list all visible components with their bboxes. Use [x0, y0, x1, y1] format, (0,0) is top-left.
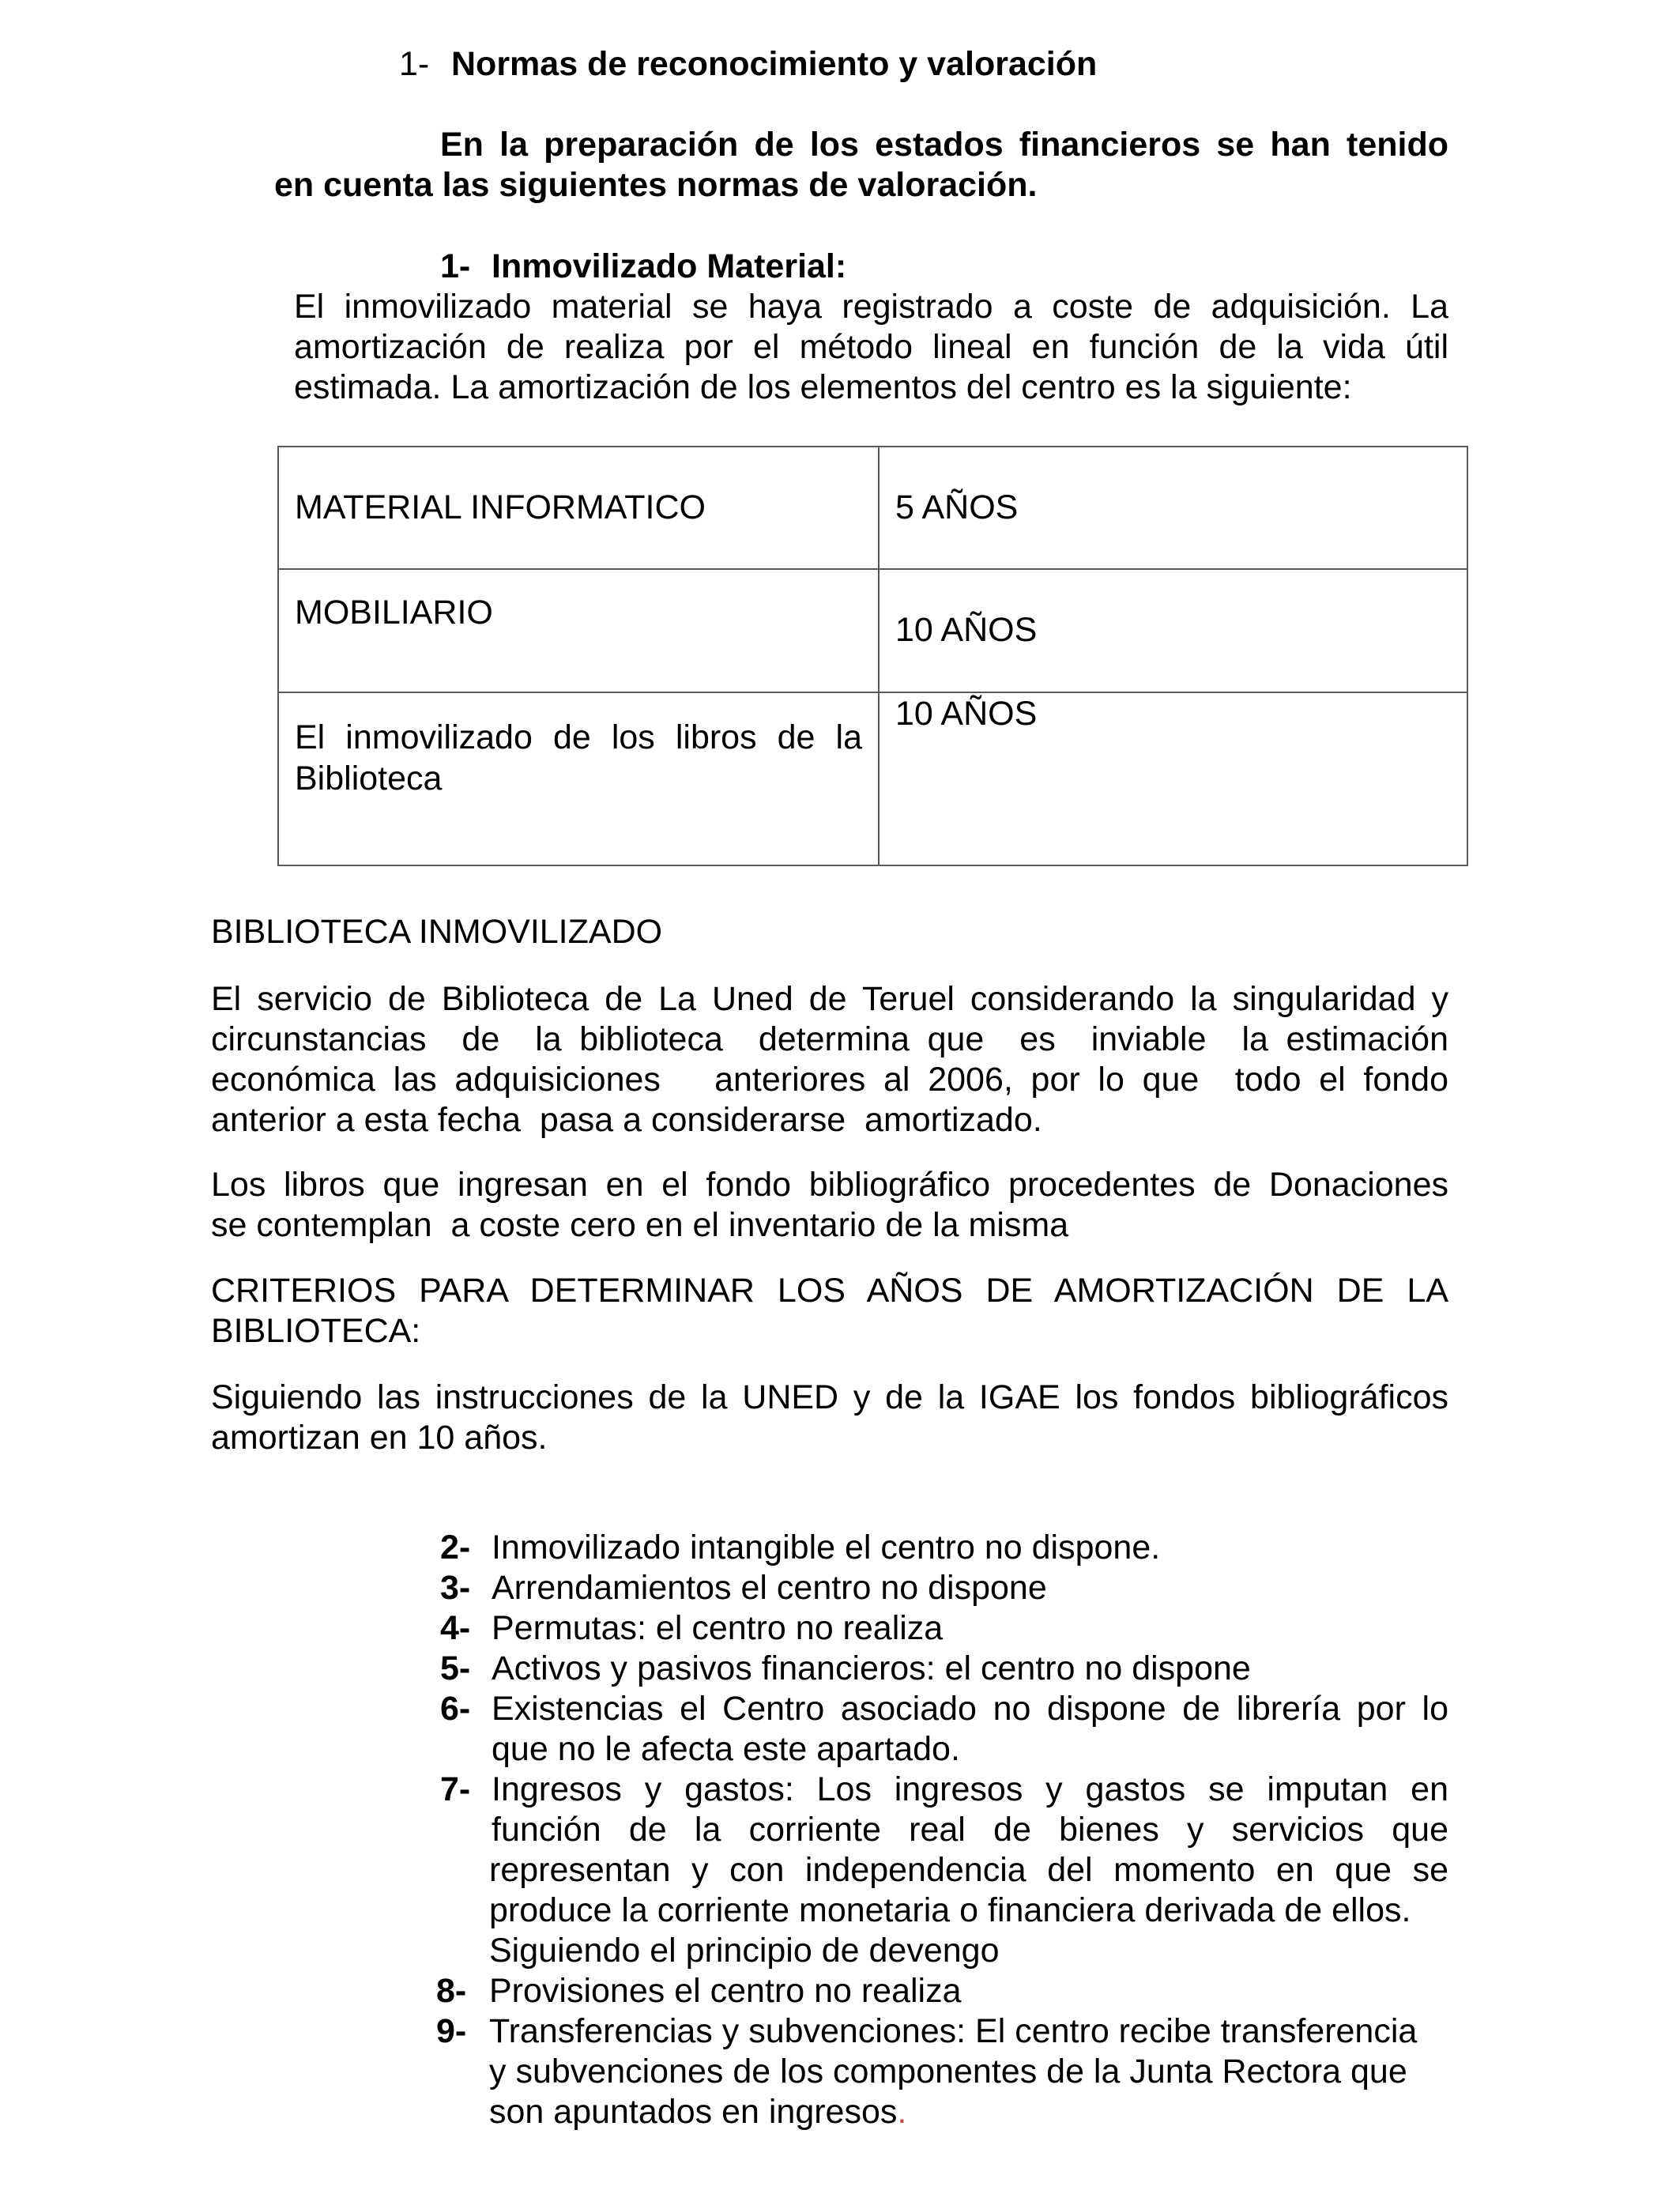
biblioteca-para3-line-2: amortizan en 10 años. [211, 1419, 548, 1457]
table-cell-years [879, 447, 1467, 569]
item-label: MOBILIARIO [295, 594, 493, 631]
table-cell-item [278, 569, 879, 692]
item-label-line-2: Biblioteca [295, 760, 443, 797]
biblioteca-heading: BIBLIOTECA INMOVILIZADO [211, 913, 663, 951]
list-item-number: 5- [440, 1649, 471, 1687]
list-item-text: y subvenciones de los componentes de la Junta Rectora que [489, 2053, 1407, 2090]
list-item-text: Transferencias y subvenciones: El centro recibe transferencia [489, 2012, 1418, 2050]
list-item-number: 6- [440, 1690, 471, 1728]
intro-line-1: En la preparación de los estados financieros se han tenido [440, 126, 1448, 164]
table-cell-item [278, 447, 879, 569]
biblioteca-para1-line-2: circunstancias de la biblioteca determina que es inviable la estimación [211, 1020, 1448, 1058]
table-row [278, 692, 1467, 865]
list-item-number: 9- [436, 2012, 467, 2050]
biblioteca-para1-line-1: El servicio de Biblioteca de La Uned de Teruel considerando la singularidad y [211, 980, 1448, 1018]
list-item-text: que no le afecta este apartado. [492, 1730, 960, 1768]
list-item-text-last [489, 2091, 906, 2132]
list-item-text: Permutas: el centro no realiza [492, 1609, 944, 1647]
table-row [278, 447, 1467, 569]
list-item-text: Existencias el Centro asociado no dispone de librería por lo [492, 1690, 1448, 1728]
list-item-text: Activos y pasivos financieros: el centro no dispone [492, 1649, 1251, 1687]
list-item-text: Siguiendo el principio de devengo [489, 1932, 1000, 1970]
table-cell-item [278, 692, 879, 865]
table-cell-years [879, 692, 1467, 865]
trailing-period: . [897, 2093, 907, 2131]
material-text-line-1: El inmovilizado material se haya registrado a coste de adquisición. La [294, 288, 1448, 326]
list-item-number: 8- [436, 1972, 467, 2010]
list-item-text: Provisiones el centro no realiza [489, 1972, 962, 2010]
list-item-text: función de la corriente real de bienes y servicios que [492, 1811, 1448, 1849]
years-value: 10 AÑOS [895, 611, 1038, 649]
table-cell-years [879, 569, 1467, 692]
item-label: MATERIAL INFORMATICO [295, 488, 706, 526]
biblioteca-para1-line-3: económica las adquisiciones anteriores al 2006, por lo que todo el fondo [211, 1061, 1448, 1099]
section-title: Normas de reconocimiento y valoración [451, 45, 1098, 83]
amortization-table [277, 446, 1468, 866]
table-row [278, 569, 1467, 692]
material-text-line-3: estimada. La amortización de los elementos del centro es la siguiente: [294, 368, 1352, 406]
material-text-line-2: amortización de realiza por el método lineal en función de la vida útil [294, 328, 1448, 366]
criterios-line-1: CRITERIOS PARA DETERMINAR LOS AÑOS DE AMORTIZACIÓN DE LA [211, 1272, 1448, 1310]
list-item-number: 3- [440, 1569, 471, 1607]
list-item-number: 2- [440, 1529, 471, 1566]
list-item-text: son apuntados en ingresos [489, 2093, 898, 2131]
list-item-text: produce la corriente monetaria o financiera derivada de ellos. [489, 1891, 1411, 1929]
biblioteca-para3-line-1: Siguiendo las instrucciones de la UNED y de la IGAE los fondos bibliográficos [211, 1378, 1448, 1416]
list-item-text: Inmovilizado intangible el centro no dispone. [492, 1529, 1161, 1566]
list-item-text: representan y con independencia del momento en que se [489, 1851, 1448, 1889]
list-item-text: Ingresos y gastos: Los ingresos y gastos se imputan en [492, 1770, 1448, 1808]
list-item-number: 4- [440, 1609, 471, 1647]
years-value: 10 AÑOS [895, 695, 1038, 733]
intro-line-2: en cuenta las siguientes normas de valoración. [274, 166, 1038, 204]
biblioteca-para1-line-4: anterior a esta fecha pasa a considerarse amortizado. [211, 1101, 1042, 1139]
biblioteca-para2-line-1: Los libros que ingresan en el fondo bibliográfico procedentes de Donaciones [211, 1166, 1448, 1204]
biblioteca-para2-line-2: se contemplan a coste cero en el inventario de la misma [211, 1206, 1069, 1244]
years-value: 5 AÑOS [895, 488, 1019, 526]
criterios-line-2: BIBLIOTECA: [211, 1312, 421, 1350]
list-item-text: Arrendamientos el centro no dispone [492, 1569, 1047, 1607]
section-number: 1- [399, 45, 430, 83]
list-item-number: 7- [440, 1770, 471, 1808]
item-label-line-1: El inmovilizado de los libros de la [295, 718, 862, 756]
material-title: Inmovilizado Material: [492, 247, 847, 285]
item-label [295, 717, 862, 799]
material-number: 1- [440, 247, 471, 285]
